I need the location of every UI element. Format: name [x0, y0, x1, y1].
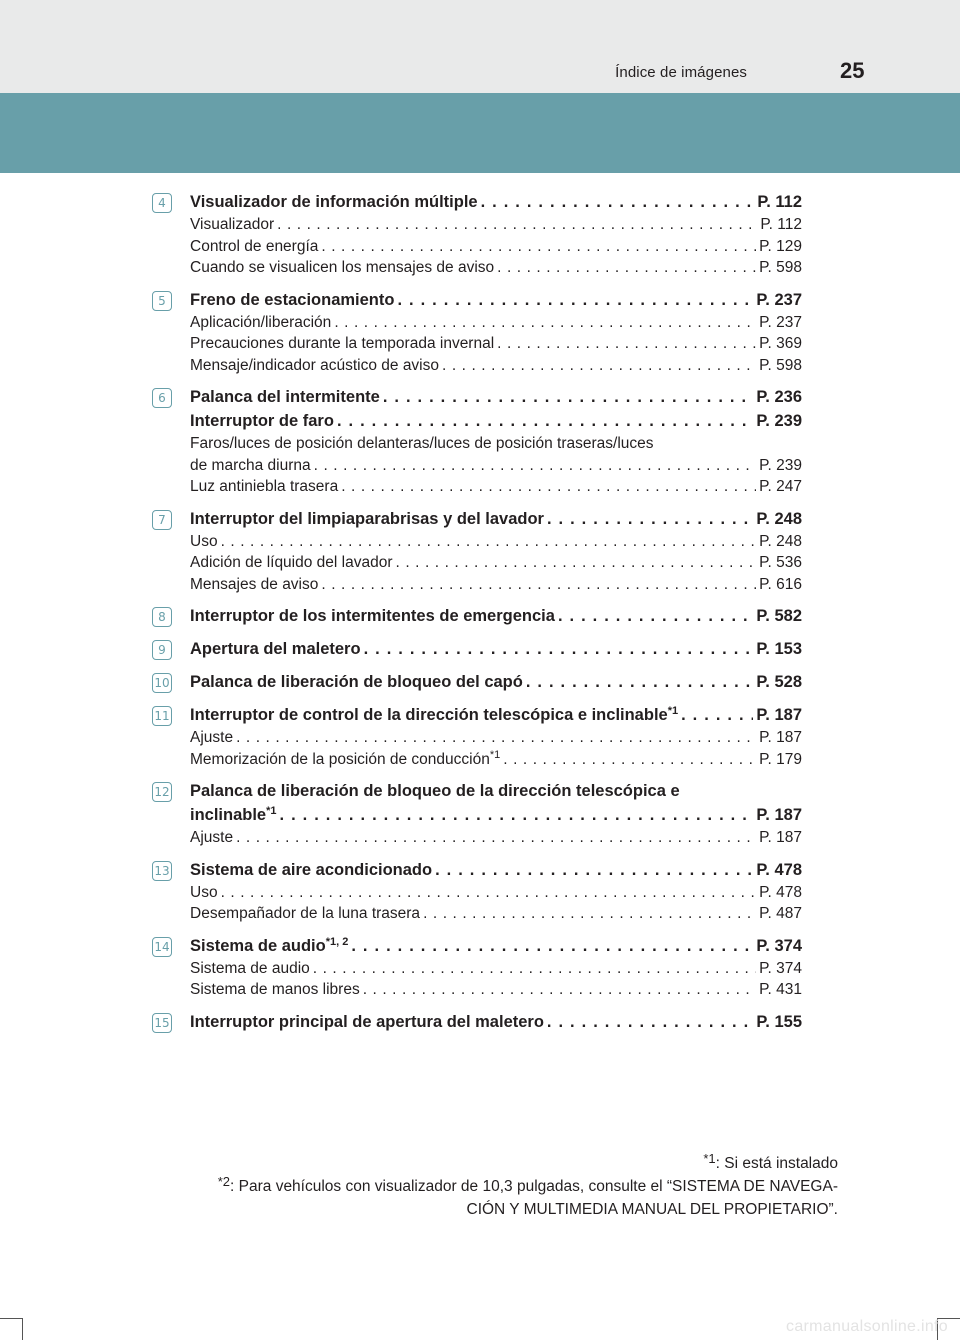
item-number-badge: 9: [152, 640, 172, 660]
page-reference[interactable]: P. 112: [760, 216, 802, 233]
entry-label: [190, 236, 318, 258]
entry-label: [190, 958, 310, 980]
page-reference[interactable]: P. 431: [759, 981, 802, 998]
dot-leader: [681, 703, 753, 727]
index-entry: [152, 637, 802, 661]
entry-label-text: Mensajes de aviso: [190, 575, 319, 593]
entry-label-text: Cuando se visualicen los mensajes de aviso: [190, 259, 495, 276]
dot-leader: [341, 476, 756, 498]
index-heading[interactable]: [190, 409, 802, 433]
dot-leader: [321, 236, 756, 258]
entry-label-text: Ajuste: [190, 829, 234, 846]
entry-label: [190, 670, 523, 694]
page-reference[interactable]: P. 616: [759, 575, 802, 593]
index-heading[interactable]: [190, 703, 802, 727]
footnote-reference: *1: [667, 705, 679, 717]
page-reference[interactable]: P. 374: [759, 959, 802, 977]
entry-label: [190, 882, 218, 904]
index-heading[interactable]: [190, 507, 802, 531]
page-reference[interactable]: P. 247: [759, 478, 802, 495]
page-reference[interactable]: P. 129: [759, 237, 802, 255]
entry-label: [190, 190, 478, 214]
index-heading[interactable]: [190, 637, 802, 661]
index-entry: [152, 858, 802, 925]
index-heading[interactable]: [190, 934, 802, 958]
item-number-badge: 10: [152, 673, 172, 693]
index-subitem[interactable]: [190, 552, 802, 574]
footnote-line: [218, 1175, 838, 1198]
page-reference[interactable]: P. 236: [756, 388, 802, 406]
entry-label-text: inclinable: [190, 806, 267, 824]
dot-leader: [321, 574, 756, 596]
header-band: [0, 93, 960, 173]
entry-label-text: Palanca de liberación de bloqueo del capó: [190, 673, 523, 691]
entry-label: [190, 507, 544, 531]
dot-leader: [503, 749, 756, 771]
entry-label: [190, 333, 494, 355]
index-subitem[interactable]: [190, 882, 802, 904]
dot-leader: [351, 934, 753, 958]
entry-label: [190, 604, 555, 628]
entry-label-text: Interruptor de faro: [190, 412, 334, 430]
page-reference[interactable]: P. 582: [756, 607, 802, 625]
entry-label-text: Precauciones durante la temporada invernal: [190, 335, 495, 352]
picture-index-list: [152, 190, 802, 1043]
index-heading[interactable]: [190, 385, 802, 409]
page-reference[interactable]: P. 112: [757, 193, 802, 211]
dot-leader: [497, 257, 756, 279]
page-reference[interactable]: P. 239: [759, 456, 802, 474]
page-reference[interactable]: P. 187: [756, 806, 802, 824]
dot-leader: [435, 858, 753, 882]
entry-label: [190, 749, 500, 771]
entry-label-text: Sistema de manos libres: [190, 981, 360, 998]
entry-label-text: Interruptor del limpiaparabrisas y del lavador: [190, 509, 544, 528]
entry-label-text: Apertura del maletero: [190, 640, 361, 658]
dot-leader: [442, 355, 756, 377]
entry-label-text: Interruptor de los intermitentes de emergencia: [190, 607, 555, 625]
footnote-line: [218, 1152, 838, 1175]
index-heading[interactable]: [190, 288, 802, 312]
item-number-badge: 7: [152, 510, 172, 530]
footnote-reference: *1: [489, 748, 501, 761]
footnote-mark: *1: [703, 1151, 716, 1166]
page-reference[interactable]: P. 155: [756, 1012, 802, 1031]
index-entry: [152, 604, 802, 628]
index-subitem[interactable]: [190, 455, 802, 477]
dot-leader: [277, 214, 757, 236]
footnote-reference: *1, 2: [325, 935, 349, 948]
item-number-badge: 12: [152, 782, 172, 802]
entry-label-text: Sistema de aire acondicionado: [190, 860, 433, 879]
entry-label-text: Adición de líquido del lavador: [190, 554, 393, 571]
dot-leader: [236, 827, 756, 849]
item-number-badge: 8: [152, 607, 172, 627]
watermark: carmanualsonline.info: [786, 1318, 948, 1335]
page-reference[interactable]: P. 598: [759, 356, 802, 374]
section-title: Índice de imágenes: [615, 64, 747, 81]
page-number: 25: [840, 58, 865, 83]
crop-mark: [0, 1318, 22, 1319]
entry-label-text: Memorización de la posición de conducción: [190, 750, 490, 768]
footnote-mark: *2: [217, 1174, 231, 1189]
index-heading[interactable]: [190, 1010, 802, 1034]
item-number-badge: 6: [152, 388, 172, 408]
dot-leader: [337, 409, 753, 433]
entry-label: [190, 385, 380, 409]
page-reference[interactable]: P. 187: [759, 829, 802, 846]
entry-label: [190, 803, 277, 827]
page-reference[interactable]: P. 374: [756, 936, 802, 955]
index-subitem[interactable]: [190, 333, 802, 355]
index-entry: [152, 934, 802, 1001]
dot-leader: [364, 637, 754, 661]
index-subitem[interactable]: [190, 214, 802, 236]
index-subitem[interactable]: [190, 727, 802, 749]
footnotes: [218, 1152, 838, 1221]
index-subitem[interactable]: [190, 355, 802, 377]
entry-label: [190, 455, 311, 477]
index-entry: [152, 1010, 802, 1034]
item-number-badge: 13: [152, 861, 172, 881]
dot-leader: [497, 333, 756, 355]
page-reference[interactable]: P. 187: [759, 729, 802, 746]
index-subitem[interactable]: [190, 749, 802, 771]
entry-label-text: Visualizador: [190, 216, 275, 233]
entry-label-text: Uso: [190, 883, 218, 901]
entry-label-text: Sistema de audio: [190, 959, 310, 977]
entry-label: [190, 979, 360, 1001]
entry-label-text: Visualizador de información múltiple: [190, 193, 478, 211]
entry-label: [190, 827, 233, 849]
page-reference[interactable]: P. 598: [759, 259, 802, 276]
entry-label: [190, 903, 420, 925]
index-subitem[interactable]: [190, 236, 802, 258]
dot-leader: [547, 1010, 754, 1034]
entry-label-text: Sistema de audio: [190, 936, 326, 955]
dot-leader: [313, 958, 756, 980]
item-number-badge: 4: [152, 193, 172, 213]
index-subitem[interactable]: [190, 257, 802, 279]
entry-label: [190, 703, 678, 727]
footnote-line: [218, 1198, 838, 1221]
dot-leader: [423, 903, 756, 925]
entry-label: [190, 214, 274, 236]
entry-label: [190, 1010, 544, 1034]
page-reference[interactable]: P. 369: [759, 335, 802, 352]
entry-label-text: de marcha diurna: [190, 456, 311, 474]
entry-label-text: Desempañador de la luna trasera: [190, 905, 421, 922]
entry-label-text: Interruptor de control de la dirección telescópica e inclinable: [190, 706, 668, 724]
entry-label: [190, 531, 218, 553]
item-number-badge: 15: [152, 1013, 172, 1033]
dot-leader: [558, 604, 753, 628]
page-reference[interactable]: P. 478: [759, 883, 802, 901]
entry-label-text: Interruptor principal de apertura del maletero: [190, 1012, 544, 1031]
dot-leader: [526, 670, 754, 694]
entry-label: [190, 312, 331, 334]
dot-leader: [481, 190, 755, 214]
index-heading[interactable]: [190, 670, 802, 694]
header-bar: [0, 0, 960, 93]
index-subitem[interactable]: [190, 958, 802, 980]
index-entry: [152, 385, 802, 498]
dot-leader: [221, 531, 757, 553]
entry-label-line: Palanca de liberación de bloqueo de la dirección telescópica e: [190, 782, 680, 800]
entry-label: [190, 288, 394, 312]
index-entry: [152, 779, 802, 849]
crop-mark: [22, 1318, 23, 1340]
page-reference[interactable]: P. 187: [756, 706, 802, 724]
index-subitem[interactable]: [190, 531, 802, 553]
page-reference[interactable]: P. 536: [759, 554, 802, 571]
entry-label-line: Faros/luces de posición delanteras/luces de posición traseras/luces: [190, 435, 654, 452]
entry-label: [190, 476, 338, 498]
footnote-text: : Si está instalado: [715, 1155, 838, 1172]
entry-label-text: Freno de estacionamiento: [190, 290, 395, 309]
entry-label: [190, 409, 334, 433]
index-subitem[interactable]: [190, 574, 802, 596]
dot-leader: [363, 979, 756, 1001]
index-entry: [152, 703, 802, 770]
index-subitem[interactable]: [190, 903, 802, 925]
entry-label-text: Luz antiniebla trasera: [190, 478, 339, 495]
dot-leader: [397, 288, 753, 312]
dot-leader: [236, 727, 756, 749]
index-entry: [152, 190, 802, 279]
entry-label-text: Mensaje/indicador acústico de aviso: [190, 356, 439, 374]
index-subitem[interactable]: [190, 312, 802, 334]
page-reference[interactable]: P. 248: [756, 509, 802, 528]
entry-label: [190, 727, 233, 749]
index-entry: [152, 288, 802, 377]
index-subitem[interactable]: [190, 979, 802, 1001]
page-reference[interactable]: P. 248: [759, 532, 802, 550]
index-entry: [152, 670, 802, 694]
page-reference[interactable]: P. 179: [759, 750, 802, 768]
entry-label: [190, 934, 348, 958]
footnote-reference: *1: [266, 805, 277, 817]
entry-label: [190, 637, 361, 661]
index-subitem[interactable]: [190, 476, 802, 498]
page-reference[interactable]: P. 237: [756, 290, 802, 309]
footnote-text: CIÓN Y MULTIMEDIA MANUAL DEL PROPIETARIO”.: [466, 1201, 838, 1218]
index-heading[interactable]: [190, 858, 802, 882]
item-number-badge: 11: [152, 706, 172, 726]
entry-label-text: Palanca del intermitente: [190, 388, 380, 406]
entry-label: [190, 858, 432, 882]
entry-label: [190, 574, 318, 596]
item-number-badge: 14: [152, 937, 172, 957]
dot-leader: [547, 507, 753, 531]
page-reference[interactable]: P. 239: [756, 412, 802, 430]
entry-label: [190, 552, 393, 574]
page-reference[interactable]: P. 153: [756, 640, 802, 658]
entry-label-text: Aplicación/liberación: [190, 313, 332, 331]
page-reference[interactable]: P. 478: [756, 860, 802, 879]
item-number-badge: 5: [152, 291, 172, 311]
footnote-text: : Para vehículos con visualizador de 10,3 pulgadas, consulte el “SISTEMA DE NAVEGA-: [230, 1178, 838, 1195]
dot-leader: [221, 882, 757, 904]
entry-label: [190, 257, 494, 279]
dot-leader: [334, 312, 756, 334]
dot-leader: [314, 455, 757, 477]
page-reference[interactable]: P. 528: [756, 673, 802, 691]
entry-label-text: Control de energía: [190, 237, 319, 255]
index-heading[interactable]: [190, 190, 802, 214]
index-heading[interactable]: [190, 803, 802, 827]
index-subitem[interactable]: [190, 827, 802, 849]
index-heading[interactable]: [190, 604, 802, 628]
dot-leader: [280, 803, 754, 827]
entry-label-text: Ajuste: [190, 729, 234, 746]
index-entry: [152, 507, 802, 596]
entry-label-text: Uso: [190, 532, 218, 550]
page-reference[interactable]: P. 487: [759, 905, 802, 922]
entry-label: [190, 355, 439, 377]
dot-leader: [396, 552, 757, 574]
dot-leader: [383, 385, 754, 409]
page-reference[interactable]: P. 237: [759, 313, 802, 331]
